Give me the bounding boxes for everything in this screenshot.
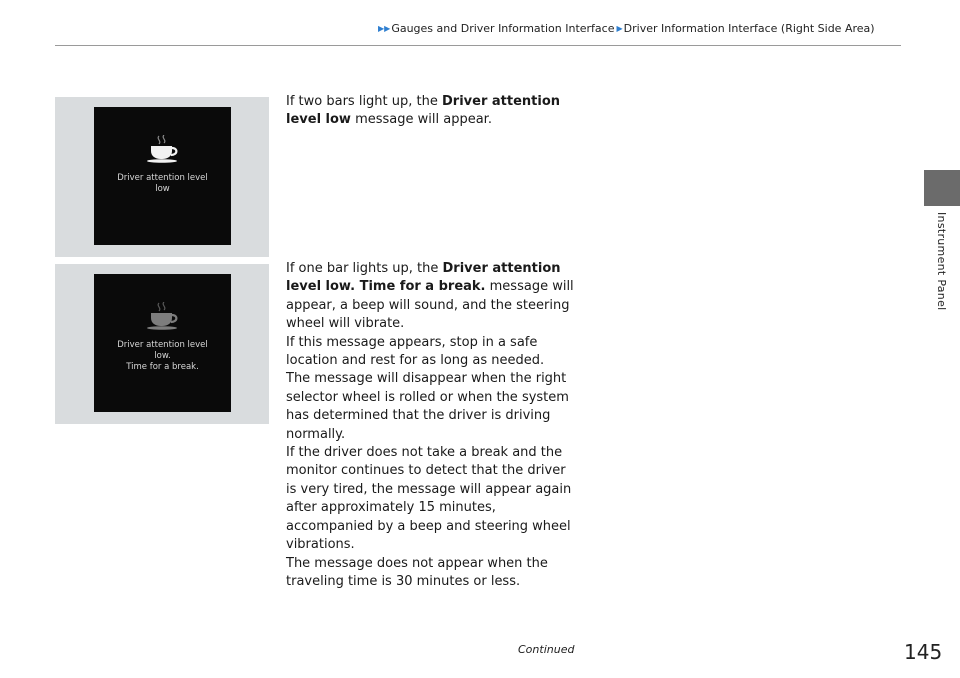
screen-line: Time for a break. <box>126 362 199 372</box>
screen-line: Driver attention level <box>117 340 208 350</box>
display-screen <box>94 274 231 412</box>
text-run: message will appear. <box>350 112 492 128</box>
screen-message <box>117 173 208 195</box>
coffee-cup-icon <box>145 302 181 330</box>
breadcrumb-arrow-icon: ▶▶ <box>378 23 391 33</box>
screen-line: low. <box>154 351 171 361</box>
text-run: If two bars light up, the <box>286 94 442 109</box>
breadcrumb-subsection[interactable]: Driver Information Interface (Right Side Area) <box>623 21 875 35</box>
paragraph: The message will disappear when the right selector wheel is rolled or when the system has determined that the driver is driving normally. <box>286 371 569 442</box>
figure-attention-low <box>55 97 269 257</box>
text-run: message will appear, a beep will sound, and the steering wheel will vibrate. <box>286 279 574 332</box>
text-block-one-bar <box>286 260 576 591</box>
paragraph <box>286 260 576 334</box>
paragraph <box>286 93 576 130</box>
message-name: Driver attention level low <box>286 94 561 128</box>
screen-message <box>117 340 208 373</box>
paragraph: If the driver does not take a break and the monitor continues to detect that the driver is very tired, the message will appear again after approximately 15 minutes, accompanied by a beep and steering wheel vibrations. <box>286 445 572 553</box>
figure-attention-break <box>55 264 269 424</box>
breadcrumb-arrow-icon: ▶ <box>616 23 623 33</box>
breadcrumb <box>378 20 875 36</box>
header-divider <box>55 45 901 46</box>
text-block-two-bars <box>286 93 576 130</box>
screen-line: Driver attention level <box>117 173 208 183</box>
chapter-label: Instrument Panel <box>935 212 948 311</box>
continued-label: Continued <box>518 643 575 656</box>
paragraph: The message does not appear when the traveling time is 30 minutes or less. <box>286 555 548 589</box>
breadcrumb-section[interactable]: Gauges and Driver Information Interface <box>391 21 615 35</box>
screen-line: low <box>155 184 170 194</box>
page-number: 145 <box>904 640 943 664</box>
chapter-tab[interactable] <box>924 170 960 206</box>
message-name: Driver attention level low. Time for a break. <box>286 261 561 295</box>
text-run: If one bar lights up, the <box>286 261 443 276</box>
coffee-cup-icon <box>145 135 181 163</box>
paragraph: If this message appears, stop in a safe location and rest for as long as needed. <box>286 334 545 369</box>
display-screen <box>94 107 231 245</box>
